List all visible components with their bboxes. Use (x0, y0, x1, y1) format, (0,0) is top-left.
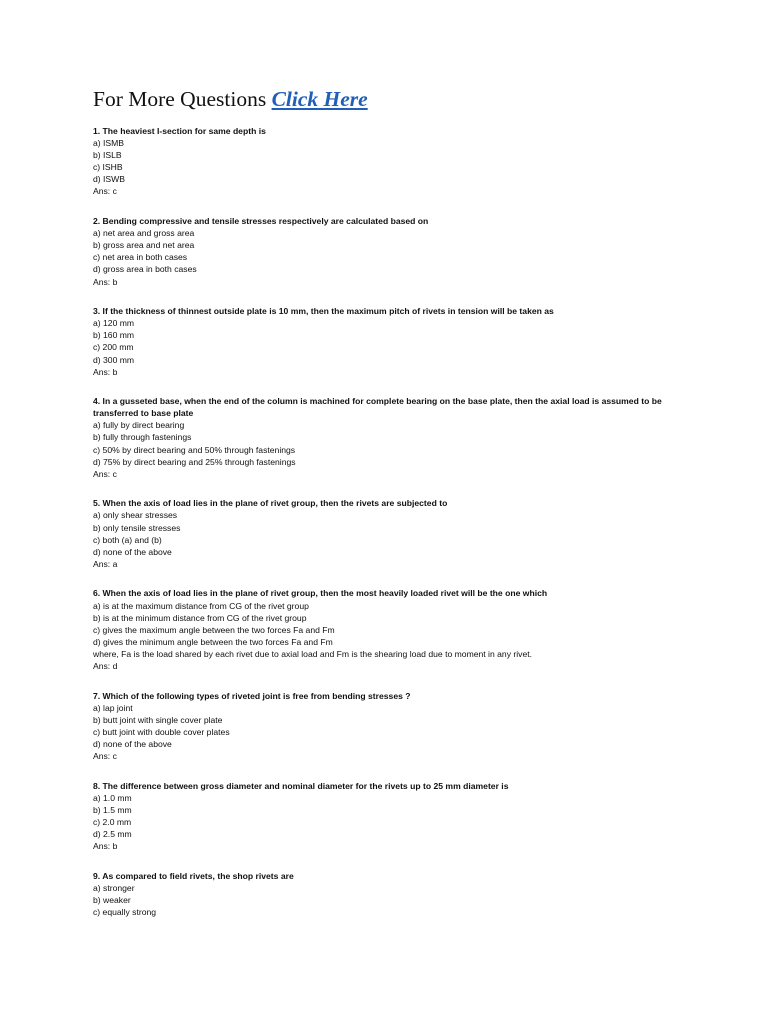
question-stem: 4. In a gusseted base, when the end of the column is machined for complete bearing on the base plate, then the axial load is assumed to be transferred to base plate (93, 396, 662, 419)
answer-option: c) 200 mm (93, 342, 134, 353)
answer-option: a) lap joint (93, 702, 133, 713)
answer-key: Ans: b (93, 276, 118, 287)
answer-option: b) weaker (93, 894, 131, 905)
answer-key: Ans: a (93, 558, 118, 569)
answer-option: c) butt joint with double cover plates (93, 726, 230, 737)
question-block (93, 780, 693, 853)
answer-option: c) both (a) and (b) (93, 534, 162, 545)
answer-key: Ans: b (93, 366, 118, 377)
answer-option: b) gross area and net area (93, 240, 195, 251)
question-stem: 6. When the axis of load lies in the plane of rivet group, then the most heavily loaded rivet will be the one which (93, 588, 548, 599)
answer-option: b) fully through fastenings (93, 432, 192, 443)
answer-option: d) 300 mm (93, 354, 135, 365)
question-stem: 9. As compared to field rivets, the shop rivets are (93, 870, 294, 881)
answer-key: Ans: c (93, 468, 117, 479)
answer-option: d) gives the minimum angle between the two forces Fa and Fm (93, 636, 333, 647)
answer-option: a) only shear stresses (93, 510, 178, 521)
question-stem: 5. When the axis of load lies in the plane of rivet group, then the rivets are subjected to (93, 498, 448, 509)
answer-option: c) 2.0 mm (93, 816, 132, 827)
answer-option: d) gross area in both cases (93, 264, 197, 275)
question-stem: 2. Bending compressive and tensile stresses respectively are calculated based on (93, 216, 429, 227)
question-block (93, 305, 693, 378)
answer-key: Ans: c (93, 751, 117, 762)
question-block (93, 125, 693, 198)
answer-key: Ans: d (93, 660, 118, 671)
answer-option: d) 75% by direct bearing and 25% through fastenings (93, 456, 296, 467)
answer-option: a) ISMB (93, 138, 125, 149)
answer-option: c) net area in both cases (93, 252, 188, 263)
answer-option: b) is at the minimum distance from CG of the rivet group (93, 612, 307, 623)
answer-option: d) none of the above (93, 546, 172, 557)
answer-option: b) only tensile stresses (93, 522, 181, 533)
answer-option: a) 120 mm (93, 318, 135, 329)
answer-option: b) butt joint with single cover plate (93, 714, 223, 725)
page-header (93, 84, 368, 114)
question-stem: 8. The difference between gross diameter and nominal diameter for the rivets up to 25 mm diameter is (93, 780, 509, 791)
question-block (93, 215, 693, 288)
click-here-link[interactable]: Click Here (271, 87, 368, 111)
answer-option: c) ISHB (93, 162, 123, 173)
question-list (93, 125, 693, 936)
answer-option: c) equally strong (93, 906, 157, 917)
question-block (93, 497, 693, 570)
answer-key: Ans: b (93, 841, 118, 852)
answer-option: b) ISLB (93, 150, 122, 161)
answer-option: d) none of the above (93, 738, 172, 749)
answer-option: a) fully by direct bearing (93, 420, 185, 431)
answer-option: b) 1.5 mm (93, 804, 132, 815)
question-block (93, 587, 693, 672)
answer-option: a) stronger (93, 882, 135, 893)
question-stem: 1. The heaviest I-section for same depth is (93, 126, 266, 136)
question-block (93, 690, 693, 763)
answer-option: a) is at the maximum distance from CG of the rivet group (93, 600, 309, 611)
answer-option: c) 50% by direct bearing and 50% through fastenings (93, 444, 296, 455)
question-block (93, 395, 693, 480)
answer-option: d) ISWB (93, 174, 125, 185)
answer-option: b) 160 mm (93, 330, 135, 341)
answer-option: d) 2.5 mm (93, 829, 132, 839)
question-stem: 7. Which of the following types of riveted joint is free from bending stresses ? (93, 690, 411, 701)
question-stem: 3. If the thickness of thinnest outside plate is 10 mm, then the maximum pitch of rivets in tension will be taken as (93, 306, 554, 317)
answer-key: Ans: c (93, 186, 117, 197)
answer-option: a) net area and gross area (93, 228, 195, 239)
header-text: For More Questions (93, 87, 267, 111)
question-note: where, Fa is the load shared by each rivet due to axial load and Fm is the shearing load due to moment in any rivet. (93, 648, 533, 659)
answer-option: c) gives the maximum angle between the two forces Fa and Fm (93, 624, 335, 635)
answer-option: a) 1.0 mm (93, 792, 132, 803)
question-block (93, 870, 693, 918)
